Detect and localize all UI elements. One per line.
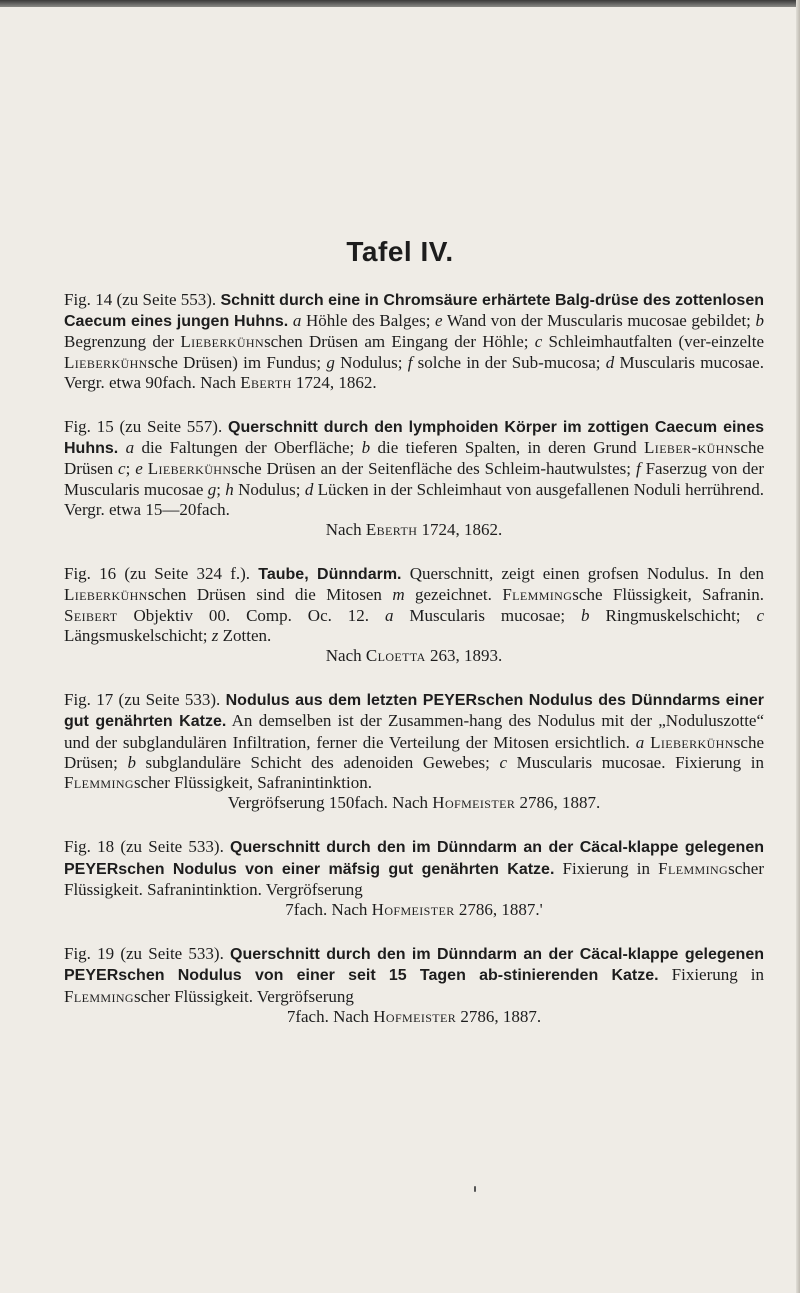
figure-letter: c [499, 752, 507, 772]
figure-letter: a [125, 438, 135, 458]
figure-ref: Fig. 16 (zu Seite 324 f.). [64, 564, 259, 584]
figure-heading: Querschnitt durch den lymphoiden Körper im zottigen Caecum eines Huhns. [64, 419, 764, 458]
figure-letter: f [407, 352, 413, 372]
figure-letter: c [118, 459, 126, 479]
legend-text: sche Drüsen an der Seitenfläche des Schleim-hautwulstes; [231, 459, 636, 479]
legend-text: scher Flüssigkeit. Safranintinktion. Vergröfserung [64, 858, 764, 899]
author-name: Seibert [64, 605, 118, 625]
figure-ref: Fig. 15 (zu Seite 557). [64, 417, 229, 437]
figure-heading: Querschnitt durch den im Dünndarm an der Cäcal-klappe gelegenen PEYERschen Nodulus von einer seit 15 Tagen ab-stinierenden Katze. [64, 946, 764, 985]
legend-text: solche in der Sub-mucosa; [412, 352, 606, 372]
legend-text: 2786, 1887. [456, 1006, 542, 1026]
figure-letter: g [326, 352, 335, 372]
author-name: Lieberkühn [180, 332, 265, 352]
author-name: Lieberkühn [64, 352, 148, 372]
figure-letter: z [211, 625, 219, 645]
figure-heading: Schnitt durch eine in Chromsäure erhärtete Balg-drüse des zottenlosen Caecum eines jungen Huhns. [64, 292, 765, 331]
figure-letter: e [435, 311, 443, 331]
figure-legend [64, 564, 764, 666]
legend-text: Längsmuskelschicht; [64, 625, 212, 645]
legend-text: 7fach. Nach [285, 900, 372, 920]
author-name: Hofmeister [373, 1006, 457, 1026]
figure-letter: f [635, 459, 641, 479]
legend-text: An demselben ist der Zusammen-hang des Nodulus mit der „Noduluszotte“ und der subglandulären Infiltration, ferner die Verteilung der Mitosen ersichtlich. [64, 711, 765, 752]
author-name: Lieberkühn [64, 585, 148, 605]
figure-letter: b [755, 311, 765, 331]
author-name: Eberth [240, 372, 292, 392]
author-name: Lieberkühn [650, 732, 734, 752]
legend-text: sche Flüssigkeit, Safranin. [572, 585, 764, 605]
figure-legend [64, 837, 764, 920]
legend-text: scher Flüssigkeit. Vergröfserung [133, 986, 354, 1006]
legend-text: 1724, 1862. [291, 372, 377, 392]
figure-ref: Fig. 18 (zu Seite 533). [64, 837, 231, 857]
figure-letter: d [605, 352, 615, 372]
figure-letter: b [361, 438, 371, 458]
figure-heading: Querschnitt durch den im Dünndarm an der Cäcal-klappe gelegenen PEYERschen Nodulus von einer mäfsig gut genährten Katze. [64, 839, 764, 878]
legend-text: subglanduläre Schicht des adenoiden Gewebes; [135, 752, 500, 772]
legend-text: schen Drüsen am Eingang der Höhle; [264, 332, 535, 352]
legend-text: Fixierung in [562, 858, 659, 878]
author-name: Hofmeister [371, 900, 455, 920]
legend-text: die Faltungen der Oberfläche; [134, 438, 362, 458]
legend-text: Lücken in der Schleimhaut von ausgefallenen Noduli herrührend. Vergr. etwa 15—20fach. [64, 479, 764, 519]
figure-legend [64, 944, 764, 1027]
figure-letter: g [207, 479, 217, 499]
figure-heading: Taube, Dünndarm. [258, 566, 402, 584]
legend-text: Querschnitt, zeigt einen grofsen Nodulus. In den [409, 564, 764, 584]
page-edge-right [796, 0, 800, 1293]
author-name: Flemming [64, 773, 134, 793]
legend-text: schen Drüsen sind die Mitosen [147, 585, 393, 605]
legend-text: 2786, 1887. [515, 793, 601, 813]
figure-letter: b [581, 605, 590, 625]
figure-letter: a [635, 732, 645, 752]
author-name: Flemming [64, 986, 134, 1006]
figure-legend [64, 417, 764, 540]
author-name: Flemming [658, 858, 729, 878]
legend-text: 2786, 1887.' [454, 900, 543, 920]
figure-letter: h [225, 479, 234, 499]
figure-legend [64, 690, 764, 813]
legend-text: Höhle des Balges; [301, 311, 436, 331]
legend-text: gezeichnet. [404, 585, 503, 605]
legend-text: Objektiv 00. Comp. Oc. 12. [117, 605, 385, 625]
legend-text: Nach [325, 646, 366, 666]
figure-letter: a [385, 605, 394, 625]
legend-text: Ringmuskelschicht; [589, 605, 757, 625]
legend-text: Nodulus; [334, 352, 408, 372]
figure-letter: d [304, 479, 314, 499]
legend-text: Faserzug von der Muscularis mucosae [64, 459, 764, 499]
legend-text: 263, 1893. [425, 646, 503, 666]
legend-text: 1724, 1862. [417, 520, 503, 540]
figure-legends [64, 290, 764, 1051]
legend-text: Begrenzung der [64, 332, 181, 352]
legend-text: 7fach. Nach [286, 1006, 374, 1026]
pencil-mark [474, 1186, 476, 1192]
legend-text: sche Drüsen) im Fundus; [147, 352, 327, 372]
legend-text: Vergröfserung 150fach. Nach [227, 793, 433, 813]
figure-heading: Nodulus aus dem letzten PEYERschen Nodulus des Dünndarms einer gut genährten Katze. [64, 692, 764, 731]
author-name: Eberth [365, 520, 418, 540]
author-name: Hofmeister [432, 793, 516, 813]
figure-source [64, 520, 764, 540]
figure-letter: m [392, 585, 405, 605]
author-name: Flemming [502, 585, 573, 605]
legend-text: Nach [325, 520, 366, 540]
figure-ref: Fig. 19 (zu Seite 533). [64, 944, 231, 964]
author-name: Cloetta [365, 646, 426, 666]
figure-ref: Fig. 17 (zu Seite 533). [64, 690, 226, 710]
figure-letter: a [292, 311, 302, 331]
figure-source [64, 646, 764, 666]
figure-letter: b [127, 752, 136, 772]
legend-text: Fixierung in [671, 965, 765, 985]
figure-source [64, 793, 764, 813]
legend-text: scher Flüssigkeit, Safranintinktion. [133, 773, 372, 793]
legend-text: Zotten. [218, 625, 272, 645]
figure-legend [64, 290, 764, 393]
legend-text: ; [125, 459, 136, 479]
legend-text: Wand von der Muscularis mucosae gebildet; [442, 311, 756, 331]
figure-letter: e [135, 459, 143, 479]
legend-text: Nodulus; [233, 479, 305, 499]
legend-text: Muscularis mucosae. Fixierung in [507, 752, 765, 772]
figure-source [64, 900, 764, 920]
legend-text: die tieferen Spalten, in deren Grund [370, 438, 645, 458]
legend-text: Muscularis mucosae; [393, 605, 582, 625]
plate-title: Tafel IV. [346, 236, 454, 267]
legend-text: sche Drüsen [64, 438, 765, 479]
figure-source [64, 1007, 764, 1027]
legend-text: ; [216, 479, 226, 499]
figure-letter: c [534, 332, 543, 352]
author-name: Lieber-kühn [644, 438, 734, 458]
legend-text: sche Drüsen; [64, 732, 764, 772]
page-edge-top [0, 0, 800, 7]
legend-text: Muscularis mucosae. Vergr. etwa 90fach. Nach [64, 352, 764, 392]
figure-ref: Fig. 14 (zu Seite 553). [64, 290, 221, 309]
figure-letter: c [756, 605, 765, 625]
legend-text: Schleimhautfalten (ver-einzelte [542, 332, 765, 352]
author-name: Lieberkühn [147, 459, 232, 479]
